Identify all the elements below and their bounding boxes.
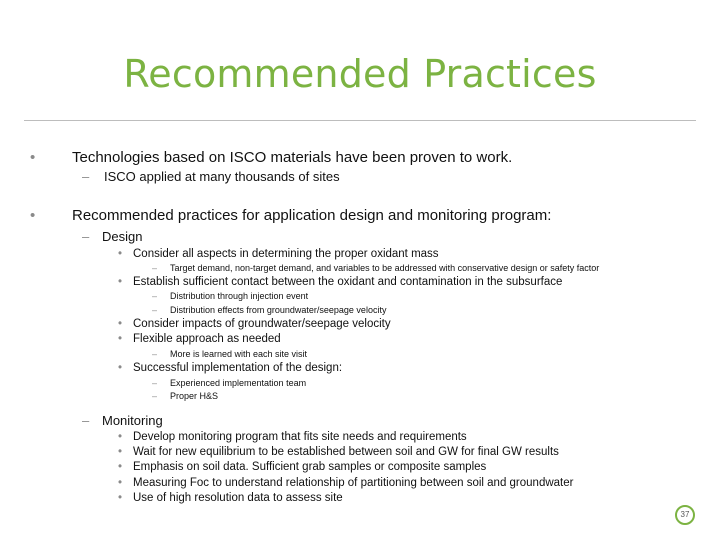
- bullet-dot: •: [30, 149, 36, 166]
- design-sub-injection-event: Distribution through injection event: [170, 291, 309, 301]
- bullet-dot: •: [118, 333, 123, 345]
- design-sub-team: Experienced implementation team: [170, 378, 307, 388]
- design-item-implementation: Successful implementation of the design:: [133, 362, 343, 374]
- bullet-dot: •: [118, 431, 123, 443]
- page-number-badge: 37: [675, 505, 695, 525]
- bullet-dot: •: [118, 446, 123, 458]
- bullet-dot: •: [118, 477, 123, 489]
- bullet-dot: •: [30, 207, 36, 224]
- design-sub-groundwater-effects: Distribution effects from groundwater/seepage velocity: [170, 305, 387, 315]
- bullet-dot: •: [118, 248, 123, 260]
- bullet-dot: •: [118, 492, 123, 504]
- title-divider: [24, 120, 696, 121]
- sub-monitoring: Monitoring: [102, 413, 163, 428]
- dash-marker: –: [82, 169, 90, 184]
- design-item-flexible: Flexible approach as needed: [133, 333, 281, 345]
- design-sub-target-demand: Target demand, non-target demand, and variables to be addressed with conservative design or safety factor: [170, 263, 600, 273]
- page-title: Recommended Practices: [123, 52, 597, 96]
- monitoring-item-foc: Measuring Foc to understand relationship of partitioning between soil and groundwater: [133, 477, 574, 489]
- dash-marker: –: [152, 291, 158, 301]
- dash-marker: –: [152, 305, 158, 315]
- sub-isco-applied: ISCO applied at many thousands of sites: [104, 169, 340, 184]
- monitoring-item-high-res: Use of high resolution data to assess site: [133, 492, 343, 504]
- design-item-sufficient-contact: Establish sufficient contact between the oxidant and contamination in the subsurface: [133, 276, 563, 288]
- monitoring-item-equilibrium: Wait for new equilibrium to be established between soil and GW for final GW results: [133, 446, 559, 458]
- dash-marker: –: [82, 413, 90, 428]
- dash-marker: –: [152, 378, 158, 388]
- dash-marker: –: [152, 349, 158, 359]
- dash-marker: –: [152, 391, 158, 401]
- monitoring-item-soil-data: Emphasis on soil data. Sufficient grab samples or composite samples: [133, 461, 487, 473]
- sub-design: Design: [102, 229, 143, 244]
- design-sub-site-visit: More is learned with each site visit: [170, 349, 308, 359]
- bullet-dot: •: [118, 461, 123, 473]
- bullet-dot: •: [118, 362, 123, 374]
- bullet-technologies: Technologies based on ISCO materials have been proven to work.: [72, 149, 513, 166]
- design-sub-hs: Proper H&S: [170, 391, 219, 401]
- monitoring-item-program: Develop monitoring program that fits site needs and requirements: [133, 431, 467, 443]
- bullet-dot: •: [118, 276, 123, 288]
- dash-marker: –: [152, 263, 158, 273]
- design-item-impacts: Consider impacts of groundwater/seepage velocity: [133, 318, 391, 330]
- bullet-recommended: Recommended practices for application design and monitoring program:: [72, 207, 552, 224]
- bullet-dot: •: [118, 318, 123, 330]
- design-item-oxidant-mass: Consider all aspects in determining the proper oxidant mass: [133, 248, 439, 260]
- dash-marker: –: [82, 229, 90, 244]
